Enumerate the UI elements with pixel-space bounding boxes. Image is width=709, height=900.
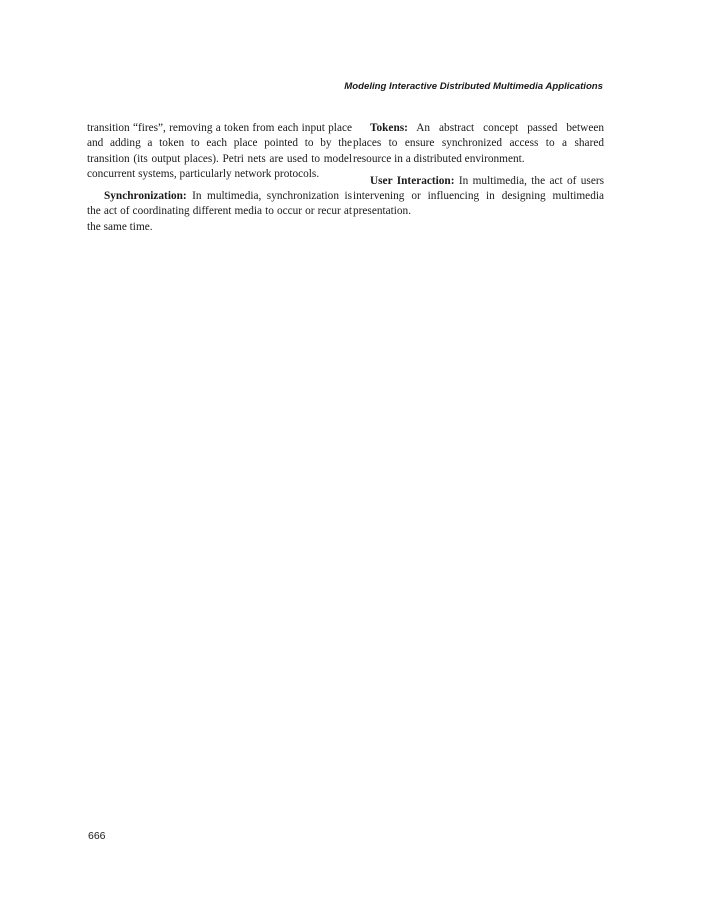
term-user-interaction: User Interaction:: [370, 174, 455, 187]
definition-tokens: [353, 121, 604, 167]
running-head: Modeling Interactive Distributed Multimedia Applications: [344, 81, 603, 92]
definition-user-interaction: [353, 174, 604, 220]
definition-text-tokens: An abstract concept passed between places to ensure synchronized access to a shared resource in a distributed environment.: [353, 122, 604, 165]
page-number: 666: [88, 830, 106, 842]
continuation-paragraph: transition “fires”, removing a token from each input place and adding a token to each place pointed to by the transition (its output places). Petri nets are used to model concurrent systems, particularly network protocols.: [87, 122, 352, 180]
right-column: [353, 121, 604, 227]
left-column: [87, 121, 352, 242]
definition-text-user-interaction: In multimedia, the act of users intervening or influencing in designing multimedia presentation.: [353, 174, 604, 218]
definition-text-synchronization: In multimedia, synchronization is the act of coordinating different media to occur or recur at the same time.: [87, 190, 352, 233]
definition-synchronization: [87, 189, 352, 235]
term-tokens: Tokens:: [370, 122, 408, 134]
term-synchronization: Synchronization:: [104, 190, 187, 203]
